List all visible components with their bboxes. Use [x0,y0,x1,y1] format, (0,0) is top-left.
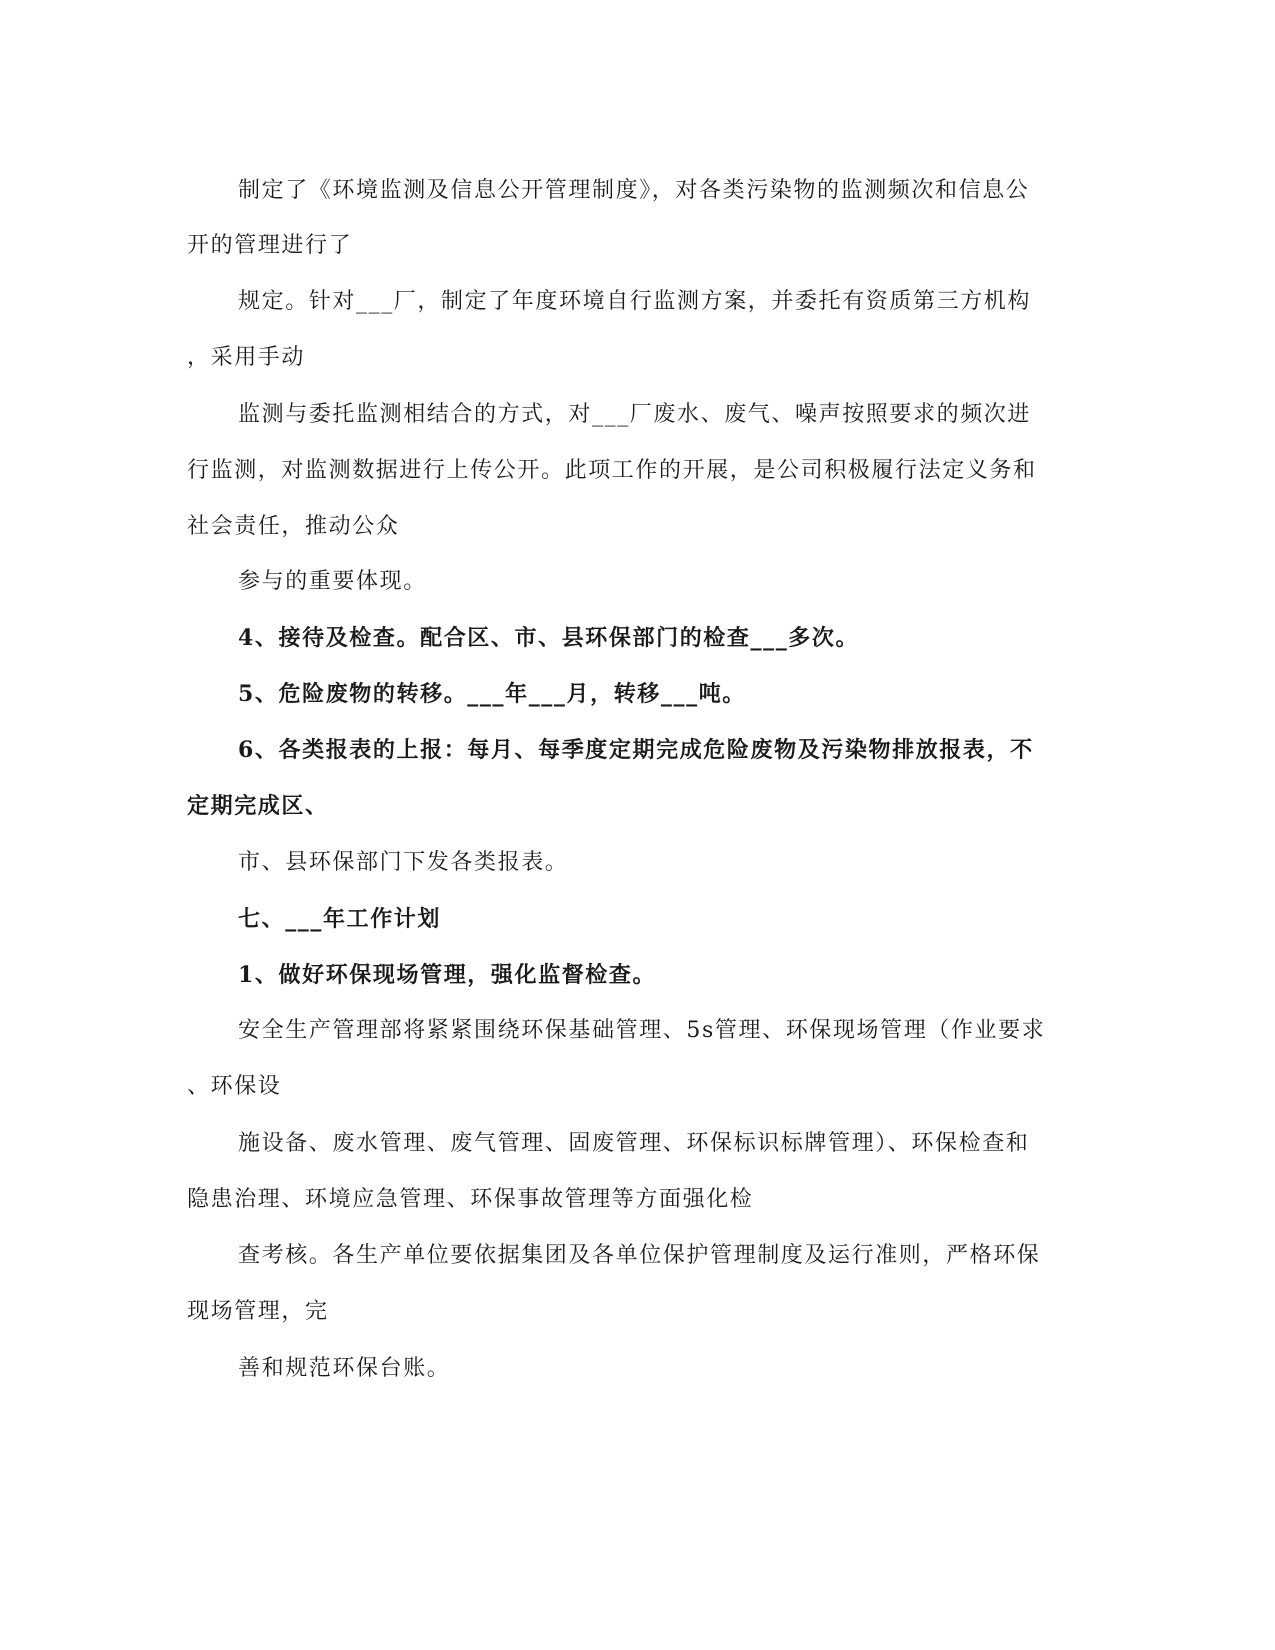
list-item-heading: 5、危险废物的转移。___年___月，转移___吨。 [238,681,746,707]
section-heading: 七、___年工作计划 [238,906,442,932]
list-item-heading: 定期完成区、 [187,793,329,819]
paragraph-line: 安全生产管理部将紧紧围绕环保基础管理、5s管理、环保现场管理（作业要求 [238,1018,1046,1043]
paragraph-line: 、环保设 [187,1074,282,1099]
subsection-heading: 1、做好环保现场管理，强化监督检查。 [238,962,657,988]
paragraph-line: ，采用手动 [187,345,306,370]
paragraph-line: 规定。针对___厂，制定了年度环境自行监测方案，并委托有资质第三方机构 [238,289,1032,314]
paragraph-line: 施设备、废水管理、废气管理、固废管理、环保标识标牌管理）、环保检查和 [238,1131,1030,1156]
paragraph-line: 市、县环保部门下发各类报表。 [238,850,569,875]
list-item-heading: 6、各类报表的上报：每月、每季度定期完成危险废物及污染物排放报表，不 [238,737,1034,763]
paragraph-line: 监测与委托监测相结合的方式，对___厂废水、废气、噪声按照要求的频次进 [238,402,1032,427]
paragraph-line: 社会责任，推动公众 [187,514,400,539]
paragraph-line: 行监测，对监测数据进行上传公开。此项工作的开展，是公司积极履行法定义务和 [187,458,1037,483]
paragraph-line: 隐患治理、环境应急管理、环保事故管理等方面强化检 [187,1187,754,1212]
paragraph-line: 善和规范环保台账。 [238,1356,451,1381]
paragraph-line: 制定了《环境监测及信息公开管理制度》，对各类污染物的监测频次和信息公 [238,178,1030,203]
paragraph-line: 现场管理，完 [187,1299,329,1324]
list-item-heading: 4、接待及检查。配合区、市、县环保部门的检查___多次。 [238,625,860,651]
paragraph-line: 开的管理进行了 [187,233,353,258]
paragraph-line: 查考核。各生产单位要依据集团及各单位保护管理制度及运行准则，严格环保 [238,1243,1041,1268]
paragraph-line: 参与的重要体现。 [238,569,427,594]
